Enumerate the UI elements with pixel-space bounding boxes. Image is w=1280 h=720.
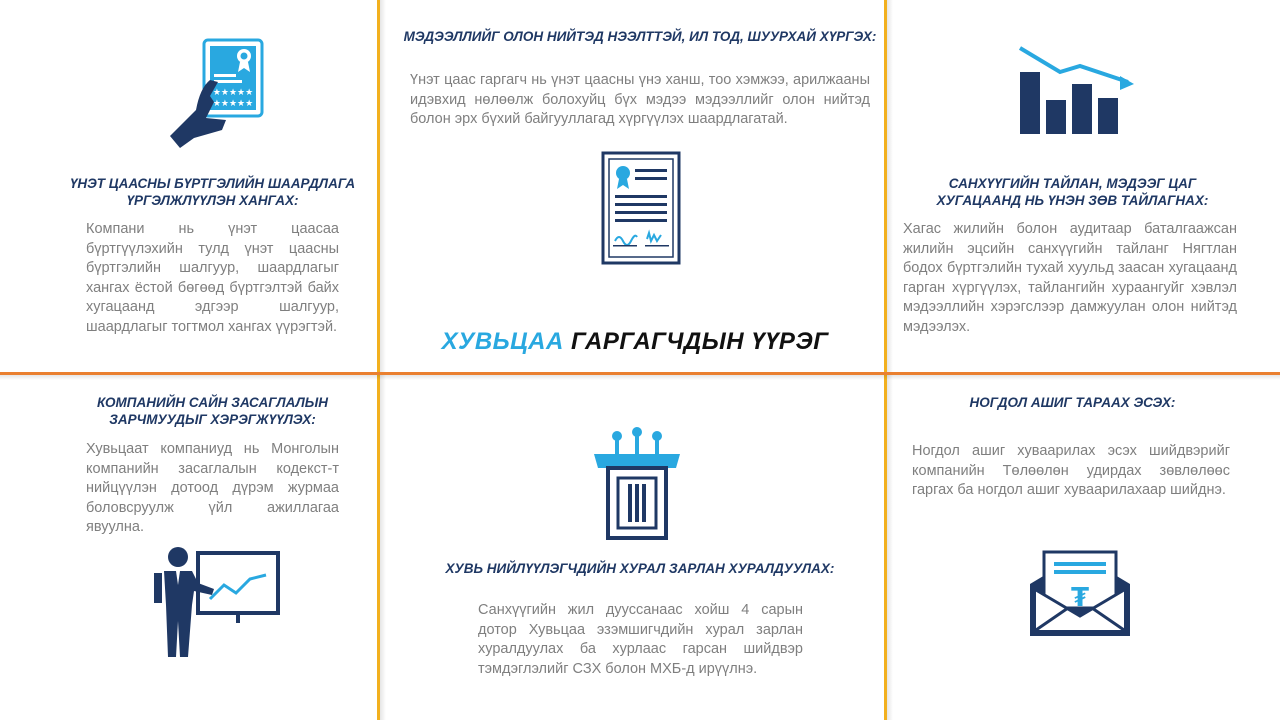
section-body: Үнэт цаас гаргагч нь үнэт цаасны үнэ ханш, тоо хэмжээ, арилжааны идэвхид нөлөөлж болохуйц бүх мэдээ мэдээллийг олон нийтэд болон эрх бүхий байгууллагад хүргүүлэх шаардлагатай. xyxy=(410,72,870,127)
document-icon xyxy=(601,151,681,270)
presenter-icon xyxy=(152,545,282,666)
section-body: Хагас жилийн болон аудитаар баталгаажсан жилийн эцсийн санхүүгийн тайланг Нягтлан бодох бүртгэлийн тухай хуульд заасан хугацаанд гарган хүргүүлэх, тайлангийн хураангуйг хэвлэл мэдээллийн хэрэгслээр дамжуулан олон нийтэд мэдээлэх. xyxy=(903,221,1237,335)
section-heading: ҮНЭТ ЦААСНЫ БҮРТГЭЛИЙН ШААРДЛАГА ҮРГЭЛЖЛҮҮЛЭН ХАНГАХ: xyxy=(69,176,356,208)
section-heading: МЭДЭЭЛЛИЙГ ОЛОН НИЙТЭД НЭЭЛТТЭЙ, ИЛ ТОД, ШУУРХАЙ ХҮРГЭХ: xyxy=(403,29,877,44)
vertical-divider-right xyxy=(884,0,887,720)
section-body: Хувьцаат компаниуд нь Монголын компанийн засаглалын кодекст-т нийцүүлэн дотоод дүрэм журмаа боловсруулж үйл ажиллагаа явуулна. xyxy=(86,441,339,535)
slide-title xyxy=(400,328,870,356)
tugrik-envelope-icon xyxy=(1028,550,1132,643)
divider-shadow xyxy=(887,0,893,720)
svg-text:★★★★★: ★★★★★ xyxy=(212,88,254,98)
svg-text:₮: ₮ xyxy=(1070,583,1090,613)
section-heading: КОМПАНИЙН САЙН ЗАСАГЛАЛЫН ЗАРЧМУУДЫГ ХЭРЭГЖҮҮЛЭХ: xyxy=(96,395,329,427)
vertical-divider-left xyxy=(377,0,380,720)
certificate-hand-icon xyxy=(166,36,270,157)
section-heading: САНХҮҮГИЙН ТАЙЛАН, МЭДЭЭГ ЦАГ ХУГАЦААНД НЬ ҮНЭН ЗӨВ ТАЙЛАГНАХ: xyxy=(936,176,1209,208)
divider-shadow xyxy=(0,375,1280,380)
svg-text:★★★★★: ★★★★★ xyxy=(212,99,254,109)
section-body: Санхүүгийн жил дууссанаас хойш 4 сарын дотор Хувьцаа эзэмшигчдийн хурал зарлан хуралдуулах ба хурлаас гарсан шийдвэр тэмдэглэлийг СЗХ болон МХБ-д ирүүлнэ. xyxy=(478,602,803,677)
declining-bar-chart-icon xyxy=(1016,44,1136,143)
section-body: Компани нь үнэт цаасаа бүртгүүлэхийн тулд үнэт цаасны бүртгэлийн шалгуур, шаардлагыг хангах ёстой бөгөөд бүртгэлтэй байх хугацаанд эдгээр шалгуур, шаардлагыг тогтмол хангах үүрэгтэй. xyxy=(86,221,339,335)
divider-shadow xyxy=(380,0,386,720)
title-part-highlight: ХУВЬЦАА xyxy=(441,328,564,355)
podium-icon xyxy=(592,422,682,545)
section-heading: НОГДОЛ АШИГ ТАРААХ ЭСЭХ: xyxy=(969,395,1176,410)
section-heading: ХУВЬ НИЙЛҮҮЛЭГЧДИЙН ХУРАЛ ЗАРЛАН ХУРАЛДУУЛАХ: xyxy=(445,561,835,576)
title-part-main: ГАРГАГЧДЫН ҮҮРЭГ xyxy=(570,328,829,355)
section-body: Ногдол ашиг хуваарилах эсэх шийдвэрийг компанийн Төлөөлөн удирдах зөвлөлөөс гаргах ба ногдол ашиг хуваарилахаар шийднэ. xyxy=(912,443,1230,498)
